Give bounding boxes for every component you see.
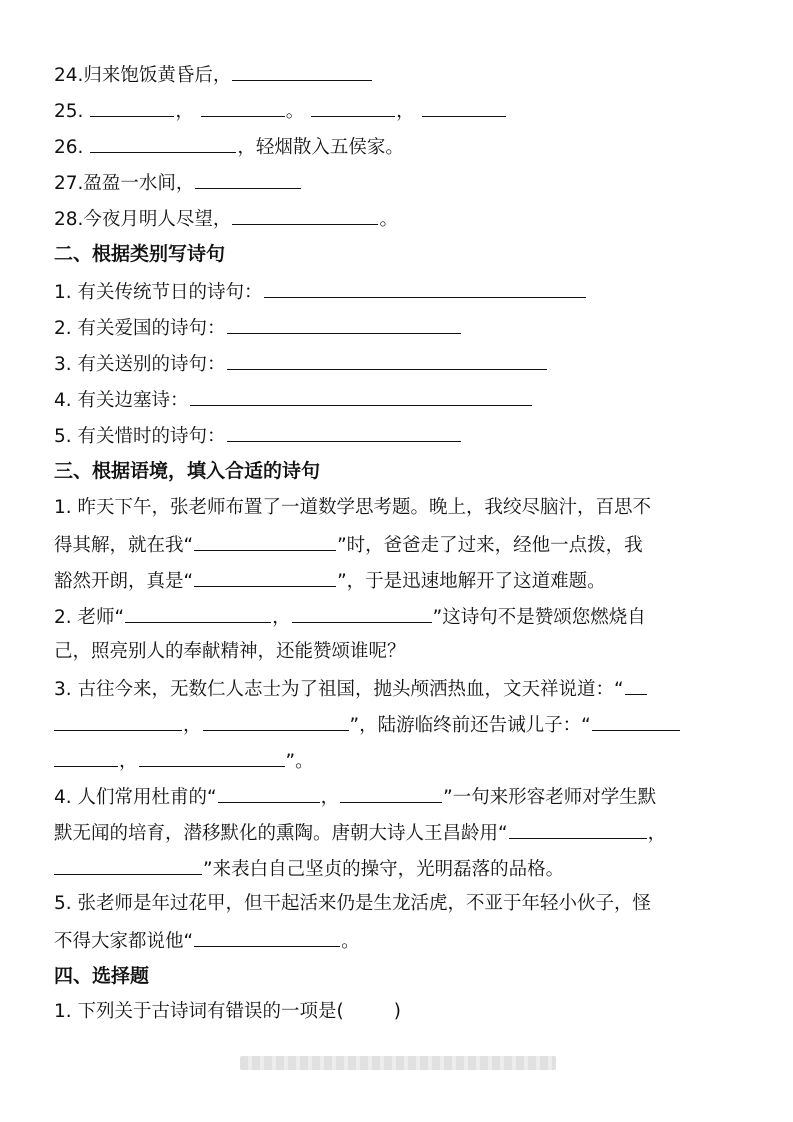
answer-blank[interactable] — [195, 171, 301, 189]
context-q5-line2 — [54, 929, 754, 953]
punctuation: ， — [396, 101, 415, 122]
category-item-patriotic — [54, 316, 754, 340]
answer-blank[interactable] — [194, 929, 340, 947]
context-q5-line1: 5. 张老师是年过花甲，但干起活来仍是生龙活虎，不亚于年轻小伙子，怪 — [54, 893, 652, 914]
category-item-farewell — [54, 352, 754, 376]
choice-q1-paren: ) — [393, 1001, 401, 1022]
q5-text: 。 — [341, 931, 360, 952]
q4-text: 默无闻的培育，潜移默化的熏陶。唐朝大诗人王昌龄用“ — [54, 823, 508, 844]
punctuation: ， — [175, 101, 194, 122]
q4-text: ”一句来形容老师对学生默 — [443, 787, 657, 808]
question-text: ，轻烟散入五侯家。 — [237, 137, 404, 158]
choice-q1-text: 1. 下列关于古诗词有错误的一项是( — [54, 1001, 344, 1022]
q1-text: 得其解，就在我“ — [54, 535, 194, 556]
q2-text: ， — [272, 607, 291, 628]
answer-blank[interactable] — [54, 749, 118, 767]
q4-text: ， — [320, 787, 340, 808]
context-q2-line1 — [54, 605, 754, 629]
answer-blank[interactable] — [90, 135, 236, 153]
answer-blank[interactable] — [227, 352, 547, 370]
q1-text: ”时，爸爸走了过来，经他一点拨，我 — [337, 535, 643, 556]
answer-blank[interactable] — [227, 424, 461, 442]
q3-text: ， — [183, 715, 202, 736]
answer-blank[interactable] — [190, 388, 532, 406]
question-27 — [54, 171, 754, 195]
answer-blank[interactable] — [90, 99, 174, 117]
question-text: 盈盈一水间， — [83, 173, 195, 194]
q3-text: ”，陆游临终前还告诫儿子：“ — [349, 715, 591, 736]
q1-text: ”，于是迅速地解开了这道难题。 — [337, 571, 606, 592]
q4-text: 4. 人们常用杜甫的“ — [54, 787, 217, 808]
question-number: 28. — [54, 209, 84, 230]
answer-blank[interactable] — [340, 785, 442, 803]
item-label: 2. 有关爱国的诗句： — [54, 318, 226, 339]
item-label: 1. 有关传统节日的诗句： — [54, 282, 263, 303]
question-number: 26. — [54, 137, 84, 158]
question-number: 27. — [54, 173, 84, 194]
q1-text: 豁然开朗，真是“ — [54, 571, 194, 592]
q3-text: ”。 — [285, 751, 314, 772]
choice-q1 — [54, 1001, 754, 1023]
answer-blank[interactable] — [194, 569, 336, 587]
answer-blank[interactable] — [311, 99, 395, 117]
section-heading-4: 四、选择题 — [54, 965, 150, 987]
context-q4-line2 — [54, 821, 754, 845]
item-label: 5. 有关惜时的诗句： — [54, 426, 226, 447]
answer-blank[interactable] — [264, 280, 586, 298]
category-item-festival — [54, 280, 754, 304]
answer-blank[interactable] — [422, 99, 506, 117]
context-q3-line2 — [54, 713, 754, 737]
answer-blank[interactable] — [292, 605, 432, 623]
answer-blank[interactable] — [218, 785, 320, 803]
question-25 — [54, 99, 754, 123]
answer-blank[interactable] — [54, 857, 202, 875]
item-label: 4. 有关边塞诗： — [54, 390, 189, 411]
section-heading-2: 二、根据类别写诗句 — [54, 243, 226, 265]
answer-blank[interactable] — [203, 713, 349, 731]
section-heading-3: 三、根据语境，填入合适的诗句 — [54, 460, 321, 482]
context-q1-line1: 1. 昨天下午，张老师布置了一道数学思考题。晚上，我绞尽脑汁，百思不 — [54, 497, 652, 518]
q4-text: ， — [647, 823, 667, 844]
context-q3-line3 — [54, 749, 754, 773]
punctuation: 。 — [285, 101, 305, 122]
answer-blank[interactable] — [232, 207, 378, 225]
answer-blank[interactable] — [54, 713, 182, 731]
question-number: 24. — [54, 65, 84, 86]
context-q4-line3 — [54, 857, 754, 881]
q3-text: 3. 古往今来，无数仁人志士为了祖国，抛头颅洒热血，文天祥说道：“ — [54, 679, 624, 700]
category-item-frontier — [54, 388, 754, 412]
answer-blank[interactable] — [227, 316, 461, 334]
answer-blank[interactable] — [592, 713, 680, 731]
question-text: 今夜月明人尽望， — [83, 209, 232, 230]
answer-blank[interactable] — [201, 99, 285, 117]
item-label: 3. 有关送别的诗句： — [54, 354, 226, 375]
answer-blank[interactable] — [139, 749, 285, 767]
question-number: 25. — [54, 101, 84, 122]
context-q2-line2: 己，照亮别人的奉献精神，还能赞颂谁呢？ — [54, 641, 406, 662]
question-28 — [54, 207, 754, 231]
answer-blank[interactable] — [194, 533, 336, 551]
answer-blank[interactable] — [232, 63, 372, 81]
context-q3-line1 — [54, 677, 754, 701]
q2-text: ”这诗句不是赞颂您燃烧自 — [432, 607, 646, 628]
q3-text: ， — [119, 751, 138, 772]
question-24 — [54, 63, 754, 87]
q4-text: ”来表白自己坚贞的操守，光明磊落的品格。 — [203, 859, 565, 880]
answer-blank[interactable] — [509, 821, 647, 839]
q5-text: 不得大家都说他“ — [54, 931, 194, 952]
answer-blank[interactable] — [625, 677, 647, 695]
blurred-footer-watermark — [240, 1056, 556, 1070]
punctuation: 。 — [379, 209, 398, 230]
context-q1-line3 — [54, 569, 754, 593]
question-text: 归来饱饭黄昏后， — [83, 65, 232, 86]
answer-blank[interactable] — [125, 605, 271, 623]
context-q4-line1 — [54, 785, 754, 809]
context-q1-line2 — [54, 533, 754, 557]
category-item-time — [54, 424, 754, 448]
question-26 — [54, 135, 754, 159]
q2-text: 2. 老师“ — [54, 607, 125, 628]
